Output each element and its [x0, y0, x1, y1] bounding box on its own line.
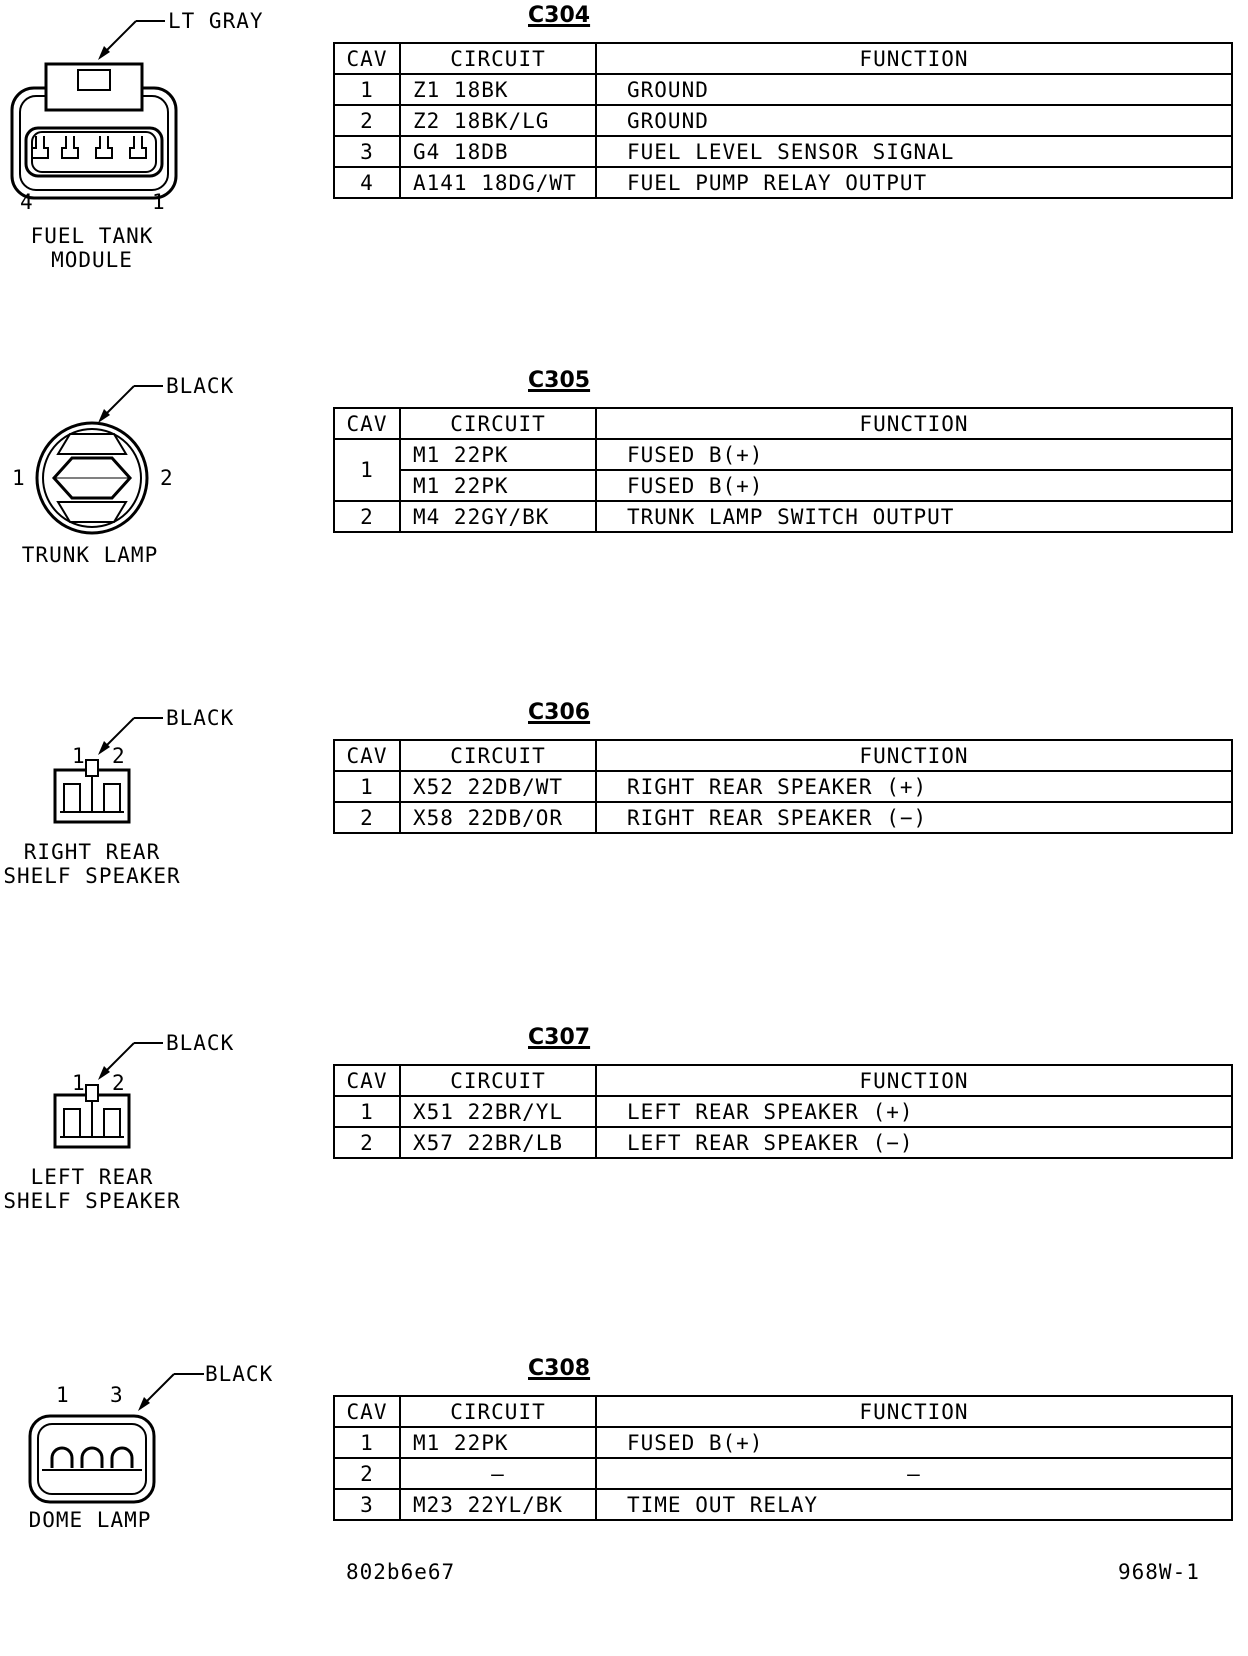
- cell-circuit: X52 22DB/WT: [400, 771, 596, 802]
- cell-circuit: Z2 18BK/LG: [400, 105, 596, 136]
- table-row: [334, 1427, 1232, 1458]
- header-cav: CAV: [334, 43, 400, 74]
- pin-label-left: 1: [12, 466, 26, 490]
- trunk-lamp-connector-icon: [0, 368, 320, 668]
- table-row: [334, 136, 1232, 167]
- connector-id: C305: [528, 368, 591, 393]
- cell-cav: 1: [334, 771, 400, 802]
- pin-table: [333, 407, 1233, 533]
- cell-function: GROUND: [596, 105, 1232, 136]
- header-cav: CAV: [334, 408, 400, 439]
- cell-cav: 4: [334, 167, 400, 198]
- cell-function: RIGHT REAR SPEAKER (−): [596, 802, 1232, 833]
- cell-circuit: X57 22BR/LB: [400, 1127, 596, 1158]
- connector-color-label: BLACK: [205, 1362, 274, 1386]
- cell-function: FUEL LEVEL SENSOR SIGNAL: [596, 136, 1232, 167]
- pin-label-right: 2: [112, 744, 126, 768]
- footer-right-code: 968W-1: [1118, 1560, 1200, 1584]
- cell-function: LEFT REAR SPEAKER (+): [596, 1096, 1232, 1127]
- header-function: FUNCTION: [596, 740, 1232, 771]
- connector-diagram: [0, 0, 320, 300]
- connector-color-label: LT GRAY: [168, 9, 264, 33]
- connector-diagram: [0, 700, 320, 1000]
- cell-function: FUSED B(+): [596, 439, 1232, 470]
- cell-function: TRUNK LAMP SWITCH OUTPUT: [596, 501, 1232, 532]
- cell-function: FUEL PUMP RELAY OUTPUT: [596, 167, 1232, 198]
- table-row: [334, 105, 1232, 136]
- pin-label-left: 4: [20, 190, 34, 214]
- header-function: FUNCTION: [596, 1065, 1232, 1096]
- connector-id: C304: [528, 3, 591, 28]
- connector-diagram: [0, 1025, 320, 1325]
- cell-function: LEFT REAR SPEAKER (−): [596, 1127, 1232, 1158]
- pin-label-right: 2: [112, 1071, 126, 1095]
- connector-id: C307: [528, 1025, 591, 1050]
- pin-label-right: 1: [152, 190, 166, 214]
- cell-circuit: X58 22DB/OR: [400, 802, 596, 833]
- cell-cav: 1: [334, 439, 400, 501]
- table-row: [334, 1489, 1232, 1520]
- cell-cav: 1: [334, 1427, 400, 1458]
- connector-color-label: BLACK: [166, 1031, 235, 1055]
- pin-label-left: 1: [56, 1383, 70, 1407]
- cell-function: GROUND: [596, 74, 1232, 105]
- connector-id: C306: [528, 700, 591, 725]
- connector-id: C308: [528, 1356, 591, 1381]
- table-row: [334, 470, 1232, 501]
- cell-circuit: X51 22BR/YL: [400, 1096, 596, 1127]
- header-circuit: CIRCUIT: [400, 43, 596, 74]
- pin-table: [333, 1395, 1233, 1521]
- cell-circuit: M23 22YL/BK: [400, 1489, 596, 1520]
- table-row: [334, 439, 1232, 470]
- header-cav: CAV: [334, 1065, 400, 1096]
- table-row: [334, 771, 1232, 802]
- table-row: [334, 501, 1232, 532]
- cell-cav: 1: [334, 1096, 400, 1127]
- cell-cav: 2: [334, 1127, 400, 1158]
- connector-diagram: [0, 1356, 320, 1656]
- cell-circuit: M1 22PK: [400, 1427, 596, 1458]
- cell-circuit: A141 18DG/WT: [400, 167, 596, 198]
- table-header-row: [334, 408, 1232, 439]
- header-function: FUNCTION: [596, 43, 1232, 74]
- header-function: FUNCTION: [596, 408, 1232, 439]
- header-circuit: CIRCUIT: [400, 1065, 596, 1096]
- cell-function: FUSED B(+): [596, 1427, 1232, 1458]
- cell-cav: 2: [334, 1458, 400, 1489]
- table-row: [334, 167, 1232, 198]
- connector-name: LEFT REAR SHELF SPEAKER: [3, 1165, 181, 1213]
- pin-label-right: 3: [110, 1383, 124, 1407]
- pin-table: [333, 1064, 1233, 1159]
- header-circuit: CIRCUIT: [400, 408, 596, 439]
- table-header-row: [334, 740, 1232, 771]
- cell-function: TIME OUT RELAY: [596, 1489, 1232, 1520]
- connector-name: TRUNK LAMP: [21, 543, 159, 567]
- dome-lamp-connector-icon: [0, 1356, 320, 1656]
- header-cav: CAV: [334, 740, 400, 771]
- cell-circuit: M1 22PK: [400, 439, 596, 470]
- table-header-row: [334, 1065, 1232, 1096]
- pin-table: [333, 42, 1233, 199]
- table-row: [334, 1127, 1232, 1158]
- header-cav: CAV: [334, 1396, 400, 1427]
- table-header-row: [334, 1396, 1232, 1427]
- cell-circuit: G4 18DB: [400, 136, 596, 167]
- cell-circuit: M1 22PK: [400, 470, 596, 501]
- header-circuit: CIRCUIT: [400, 1396, 596, 1427]
- pin-label-right: 2: [160, 466, 174, 490]
- table-row: [334, 1458, 1232, 1489]
- table-row: [334, 1096, 1232, 1127]
- cell-function: RIGHT REAR SPEAKER (+): [596, 771, 1232, 802]
- connector-name: RIGHT REAR SHELF SPEAKER: [3, 840, 181, 888]
- cell-circuit: –: [400, 1458, 596, 1489]
- cell-function: FUSED B(+): [596, 470, 1232, 501]
- pin-table: [333, 739, 1233, 834]
- pin-label-left: 1: [72, 744, 86, 768]
- header-function: FUNCTION: [596, 1396, 1232, 1427]
- table-row: [334, 802, 1232, 833]
- cell-cav: 2: [334, 802, 400, 833]
- cell-function: –: [596, 1458, 1232, 1489]
- table-header-row: [334, 43, 1232, 74]
- cell-cav: 1: [334, 74, 400, 105]
- connector-color-label: BLACK: [166, 706, 235, 730]
- connector-name: DOME LAMP: [28, 1508, 152, 1532]
- cell-cav: 2: [334, 105, 400, 136]
- table-row: [334, 74, 1232, 105]
- connector-color-label: BLACK: [166, 374, 235, 398]
- connector-name: FUEL TANK MODULE: [30, 224, 154, 272]
- cell-cav: 3: [334, 1489, 400, 1520]
- pin-label-left: 1: [72, 1071, 86, 1095]
- cell-circuit: Z1 18BK: [400, 74, 596, 105]
- footer-left-code: 802b6e67: [346, 1560, 456, 1584]
- header-circuit: CIRCUIT: [400, 740, 596, 771]
- cell-cav: 3: [334, 136, 400, 167]
- cell-cav: 2: [334, 501, 400, 532]
- connector-diagram: [0, 368, 320, 668]
- cell-circuit: M4 22GY/BK: [400, 501, 596, 532]
